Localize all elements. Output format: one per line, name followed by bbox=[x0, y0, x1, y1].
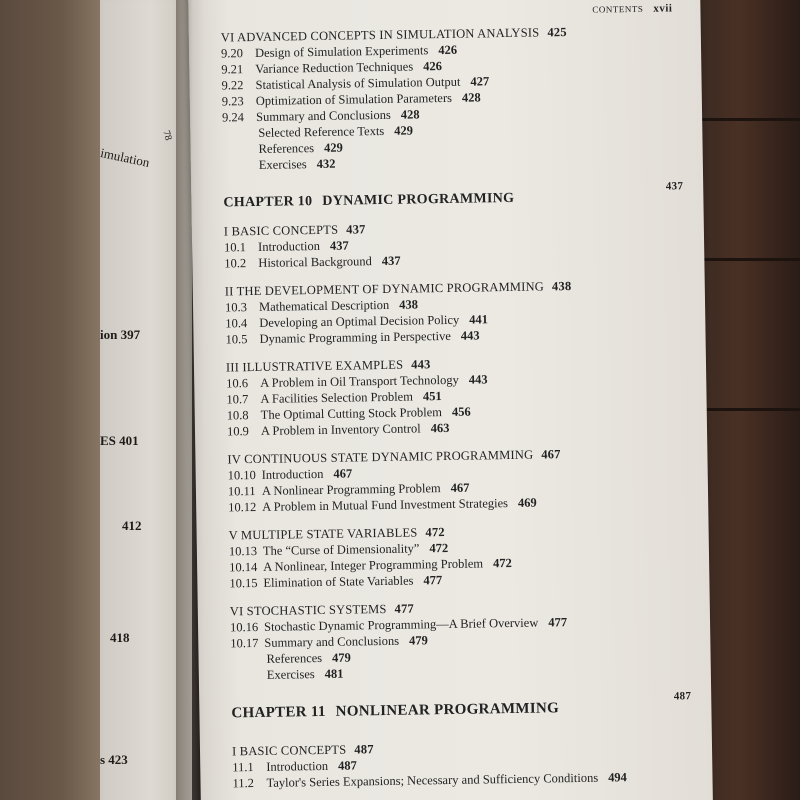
chapter-label: CHAPTER 11 bbox=[231, 703, 326, 722]
entry-number: 10.4 bbox=[225, 316, 248, 331]
entry-title: Introduction bbox=[266, 758, 329, 774]
entry-title: The “Curse of Dimensionality” bbox=[262, 541, 420, 558]
entry-page: 467 bbox=[333, 466, 353, 481]
entry-number: 10.9 bbox=[226, 424, 249, 439]
entry-title: Optimization of Simulation Parameters bbox=[255, 90, 453, 108]
left-page-fragment: s 423 bbox=[100, 752, 128, 767]
chapter-heading bbox=[231, 690, 692, 722]
entry-number: 10.16 bbox=[229, 619, 259, 635]
entry-title: The Optimal Cutting Stock Problem bbox=[260, 405, 443, 422]
section-title-text: IV CONTINUOUS STATE DYNAMIC PROGRAMMING bbox=[227, 447, 534, 467]
entry-page: 437 bbox=[329, 238, 349, 253]
subentry-page: 432 bbox=[316, 156, 336, 171]
chapter-label: CHAPTER 10 bbox=[223, 194, 313, 211]
entry-page: 477 bbox=[548, 615, 568, 630]
entry-number: 10.5 bbox=[225, 332, 248, 347]
entry-page: 463 bbox=[430, 420, 450, 436]
entry-number: 10.2 bbox=[224, 256, 247, 271]
entry-title: A Nonlinear Programming Problem bbox=[261, 481, 441, 498]
subentry-title: Exercises bbox=[266, 667, 315, 682]
entry-page: 441 bbox=[469, 312, 489, 327]
entry-title: A Problem in Oil Transport Technology bbox=[260, 372, 459, 390]
section-page: 437 bbox=[346, 222, 366, 237]
section-heading: I BASIC CONCEPTS 487 bbox=[231, 742, 374, 759]
entry-title: Stochastic Dynamic Programming—A Brief Overview bbox=[263, 615, 539, 634]
entry-number: 10.6 bbox=[226, 376, 249, 391]
entry-title: Mathematical Description bbox=[258, 297, 390, 314]
entry-page: 477 bbox=[423, 573, 443, 588]
entry-number: 11.1 bbox=[232, 760, 254, 775]
entry-title: Design of Simulation Experiments bbox=[254, 43, 429, 60]
entry-title: Dynamic Programming in Perspective bbox=[259, 328, 451, 346]
entry-title: Introduction bbox=[261, 466, 324, 482]
entry-page: 451 bbox=[422, 389, 442, 404]
subentry-title: Exercises bbox=[258, 157, 307, 172]
entry-page: 456 bbox=[451, 404, 471, 419]
left-page-fragment: 78 bbox=[160, 129, 174, 142]
subentry-page: 429 bbox=[323, 140, 343, 155]
entry-title: A Facilities Selection Problem bbox=[260, 389, 414, 406]
entry-title: Developing an Optimal Decision Policy bbox=[259, 312, 460, 330]
subentry-page: 481 bbox=[324, 666, 344, 681]
left-page-fragment: imulation bbox=[99, 144, 151, 171]
section-title-text: III ILLUSTRATIVE EXAMPLES bbox=[225, 357, 404, 375]
bookshelf-background bbox=[700, 0, 800, 800]
entry-number: 10.13 bbox=[228, 543, 258, 559]
entry-number: 10.7 bbox=[226, 392, 249, 407]
entry-page: 472 bbox=[492, 555, 512, 571]
entry-page: 487 bbox=[337, 758, 357, 773]
section-title-text: I BASIC CONCEPTS bbox=[223, 222, 339, 239]
book-gutter bbox=[176, 0, 204, 800]
entry-title: Historical Background bbox=[258, 254, 372, 270]
entry-number: 10.17 bbox=[230, 635, 259, 651]
entry-number: 10.15 bbox=[229, 575, 258, 591]
chapter-title: DYNAMIC PROGRAMMING bbox=[322, 190, 515, 209]
contents-page bbox=[188, 0, 713, 800]
section-page: 467 bbox=[541, 447, 561, 462]
subentry-page: 429 bbox=[394, 123, 414, 138]
entry-page: 428 bbox=[400, 107, 420, 122]
entry-page: 469 bbox=[517, 495, 537, 510]
entry-number: 9.20 bbox=[220, 46, 244, 61]
entry-title: Taylor's Series Expansions; Necessary and Sufficiency Conditions bbox=[266, 770, 599, 790]
left-page-fragment: ion 397 bbox=[100, 327, 141, 342]
entry-page: 438 bbox=[399, 297, 419, 312]
entry-page: 443 bbox=[460, 328, 480, 343]
chapter-page: 487 bbox=[673, 690, 692, 703]
section-title-text: V MULTIPLE STATE VARIABLES bbox=[228, 525, 418, 543]
entry-page: 426 bbox=[423, 59, 443, 74]
chapter-title: NONLINEAR PROGRAMMING bbox=[335, 700, 560, 720]
entry-title: Variance Reduction Techniques bbox=[255, 59, 414, 76]
left-page-fragment: 412 bbox=[122, 518, 142, 533]
running-head-label: CONTENTS bbox=[592, 3, 644, 15]
entry-page: 443 bbox=[468, 372, 488, 387]
chapter-heading bbox=[223, 180, 684, 211]
section-title-text: VI STOCHASTIC SYSTEMS bbox=[229, 601, 387, 619]
entry-number: 10.10 bbox=[227, 467, 256, 483]
entry-page: 472 bbox=[429, 540, 449, 556]
section-page: 472 bbox=[425, 525, 445, 540]
entry-title: Introduction bbox=[257, 238, 321, 254]
background-left bbox=[0, 0, 104, 800]
entry-number: 9.23 bbox=[221, 94, 244, 109]
subentry-title: References bbox=[258, 141, 315, 156]
subentry-title: References bbox=[266, 650, 323, 666]
section-heading: VI ADVANCED CONCEPTS IN SIMULATION ANALYSIS 425 bbox=[220, 25, 567, 45]
entry-number: 10.3 bbox=[224, 300, 248, 315]
entry-page: 427 bbox=[470, 74, 490, 89]
section-page: 477 bbox=[394, 601, 415, 616]
entry-title: Statistical Analysis of Simulation Output bbox=[255, 74, 461, 92]
entry-number: 11.2 bbox=[232, 776, 255, 791]
entry-title: Summary and Conclusions bbox=[255, 107, 391, 124]
entry-number: 10.8 bbox=[226, 408, 249, 423]
entry-page: 479 bbox=[408, 633, 428, 648]
table-of-contents bbox=[221, 22, 693, 791]
section-page: 443 bbox=[411, 357, 431, 372]
subentry-page: 479 bbox=[331, 650, 351, 665]
entry-page: 426 bbox=[438, 42, 458, 58]
section-page: 438 bbox=[551, 279, 572, 294]
entry-title: A Problem in Mutual Fund Investment Strategies bbox=[262, 496, 509, 514]
entry-page: 428 bbox=[461, 90, 481, 105]
entry-title: A Nonlinear, Integer Programming Problem bbox=[263, 556, 484, 574]
entry-number: 10.11 bbox=[227, 484, 256, 499]
chapter-page: 437 bbox=[665, 180, 684, 193]
subentry-title: Selected Reference Texts bbox=[258, 123, 385, 140]
running-head bbox=[592, 2, 672, 15]
left-page-fragment: 418 bbox=[110, 630, 130, 645]
entry-page: 467 bbox=[450, 480, 470, 495]
entry-number: 9.22 bbox=[221, 78, 244, 93]
entry-title: Summary and Conclusions bbox=[264, 633, 400, 650]
section-title-text: II THE DEVELOPMENT OF DYNAMIC PROGRAMMING bbox=[224, 279, 545, 299]
entry-page: 494 bbox=[608, 770, 627, 785]
entry-number: 9.24 bbox=[221, 110, 245, 125]
entry-number: 10.12 bbox=[228, 499, 257, 515]
left-page-fragment: ES 401 bbox=[100, 433, 139, 448]
entry-number: 9.21 bbox=[221, 62, 244, 77]
entry-title: Elimination of State Variables bbox=[263, 573, 414, 590]
entry-number: 10.1 bbox=[224, 240, 247, 255]
entry-number: 10.14 bbox=[229, 559, 258, 575]
entry-title: A Problem in Inventory Control bbox=[260, 421, 421, 438]
running-head-page: xvii bbox=[653, 2, 673, 15]
entry-page: 437 bbox=[381, 253, 401, 268]
